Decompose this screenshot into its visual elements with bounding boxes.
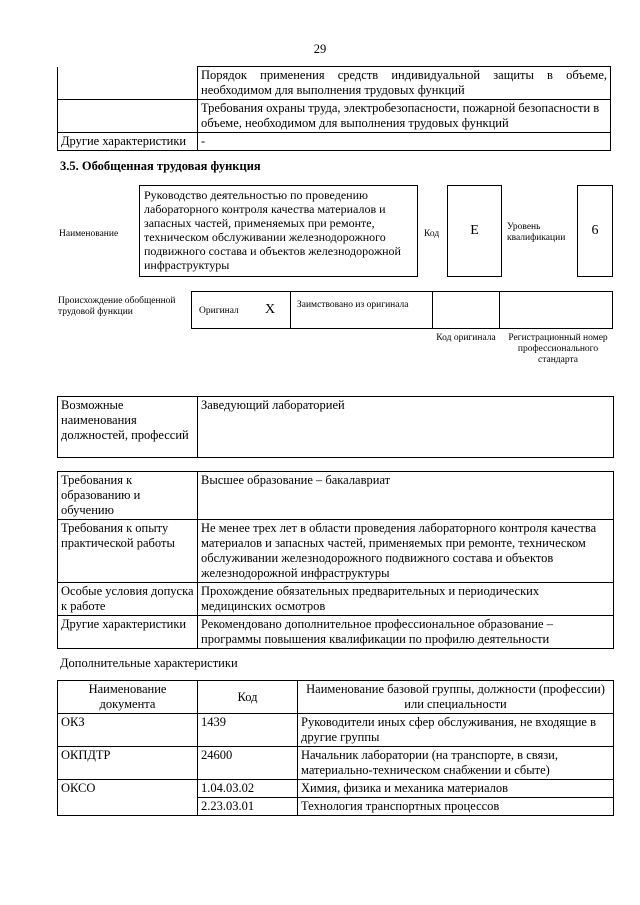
page-number: 29 <box>313 42 327 56</box>
top-table-text: Порядок применения средств индивидуальной защиты в объеме, необходимом для выполнения трудовых функций <box>198 67 611 100</box>
table-header-row <box>58 681 614 714</box>
row-doc: ОКСО <box>58 780 198 816</box>
requirements-table <box>57 471 614 649</box>
origin-label: Происхождение обобщенной трудовой функции <box>58 296 176 317</box>
top-table-text: Требования охраны труда, электробезопасности, пожарной безопасности в объеме, необходимом для выполнения трудовых функций <box>198 100 611 133</box>
table-row <box>58 133 611 151</box>
row-name: Начальник лаборатории (на транспорте, в связи, материально-техническом снабжении и сбыте) <box>298 747 614 780</box>
top-table-label: Другие характеристики <box>58 133 198 151</box>
row-code: 1439 <box>198 714 298 747</box>
reg-caption: Регистрационный номер профессионального стандарта <box>508 333 608 365</box>
additional-table <box>57 680 614 816</box>
level-label: Уровень квалификации <box>507 222 566 243</box>
req-value: Высшее образование – бакалавриат <box>198 472 614 520</box>
table-row <box>58 714 614 747</box>
row-name: Технология транспортных процессов <box>298 798 614 816</box>
row-name: Руководители иных сфер обслуживания, не входящие в другие группы <box>298 714 614 747</box>
original-mark: X <box>265 302 276 317</box>
table-row <box>58 397 614 458</box>
top-table-label <box>58 67 198 100</box>
additional-title: Дополнительные характеристики <box>60 656 238 670</box>
positions-table <box>57 396 614 458</box>
req-label: Другие характеристики <box>58 616 198 649</box>
table-row <box>58 472 614 520</box>
name-label: Наименование <box>59 229 119 239</box>
top-table-text: - <box>198 133 611 151</box>
top-table <box>57 66 611 151</box>
table-row <box>58 747 614 780</box>
header-name: Наименование базовой группы, должности (профессии) или специальности <box>298 681 614 714</box>
req-label: Особые условия допуска к работе <box>58 583 198 616</box>
table-row <box>58 780 614 798</box>
code-caption: Код оригинала <box>436 333 496 343</box>
row-code: 1.04.03.02 <box>198 780 298 798</box>
borrowed-label: Заимствовано из оригинала <box>297 300 409 310</box>
positions-value: Заведующий лабораторией <box>198 397 614 458</box>
row-name: Химия, физика и механика материалов <box>298 780 614 798</box>
row-code: 24600 <box>198 747 298 780</box>
header-doc: Наименование документа <box>58 681 198 714</box>
name-value: Руководство деятельностью по проведению лабораторного контроля качества материалов и запасных частей, применяемых при ремонте, техническом обслуживании железнодорожного подвижного состава и объектов железнодорожной инфраструктуры <box>139 185 418 277</box>
req-label: Требования к образованию и обучению <box>58 472 198 520</box>
original-label: Оригинал <box>199 306 239 316</box>
table-row <box>58 583 614 616</box>
level-value: 6 <box>577 185 613 277</box>
row-doc: ОКЗ <box>58 714 198 747</box>
code-label: Код <box>424 229 440 239</box>
req-value: Прохождение обязательных предварительных и периодических медицинских осмотров <box>198 583 614 616</box>
req-value: Рекомендовано дополнительное профессиональное образование – программы повышения квалификации по профилю деятельности <box>198 616 614 649</box>
header-code: Код <box>198 681 298 714</box>
top-table-label <box>58 100 198 133</box>
row-doc: ОКПДТР <box>58 747 198 780</box>
table-row <box>58 100 611 133</box>
table-row <box>58 67 611 100</box>
positions-label: Возможные наименования должностей, профессий <box>58 397 198 458</box>
req-label: Требования к опыту практической работы <box>58 520 198 583</box>
table-row <box>58 520 614 583</box>
req-value: Не менее трех лет в области проведения лабораторного контроля качества материалов и запасных частей, применяемых при ремонте, техническом обслуживании железнодорожного подвижного состава и объектов железнодорожной инфраструктуры <box>198 520 614 583</box>
table-row <box>58 616 614 649</box>
code-value: E <box>447 185 502 277</box>
row-code: 2.23.03.01 <box>198 798 298 816</box>
section-title: 3.5. Обобщенная трудовая функция <box>60 159 261 173</box>
